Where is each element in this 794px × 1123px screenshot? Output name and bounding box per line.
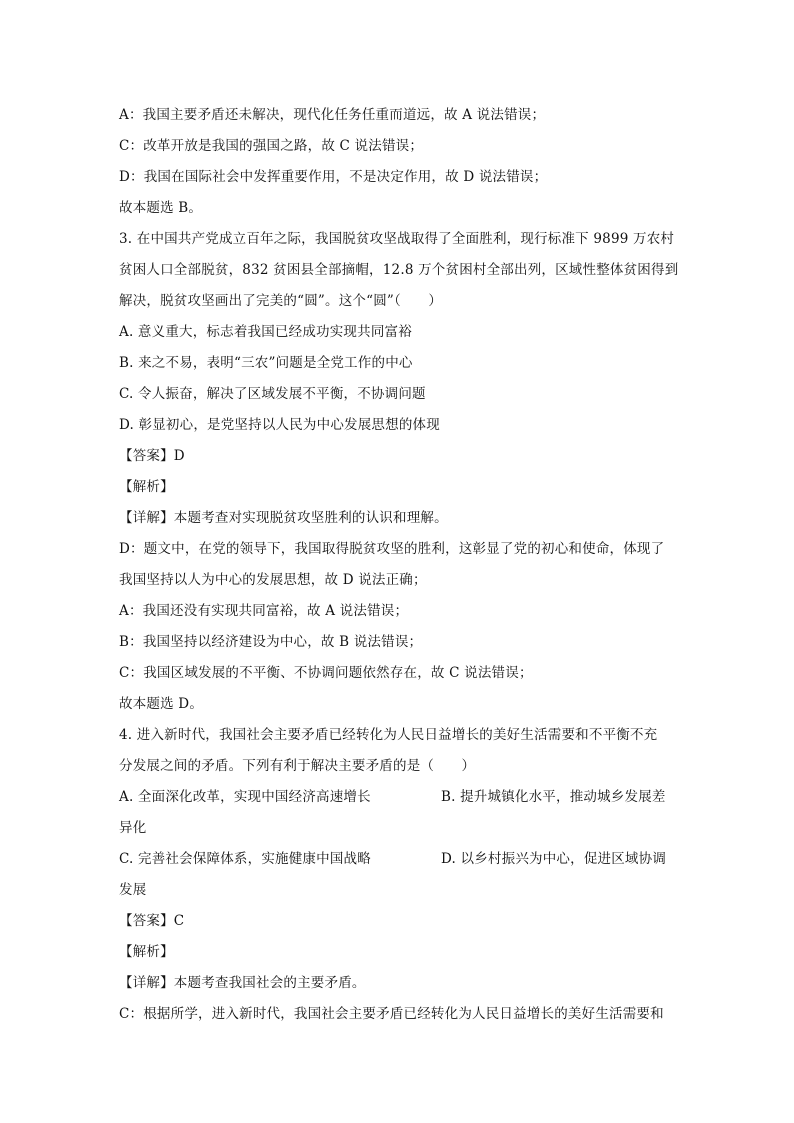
question-4-analysis-heading: 【解析】 <box>119 944 174 960</box>
question-3-analysis-heading: 【解析】 <box>119 479 174 495</box>
question-4-option-d-cont: 发展 <box>119 882 147 898</box>
question-3-option-d: D. 彰显初心，是党坚持以人民为中心发展思想的体现 <box>119 417 440 433</box>
question-3-explain-1: D：题文中，在党的领导下，我国取得脱贫攻坚的胜利，这彰显了党的初心和使命，体现了 <box>119 541 665 557</box>
question-3-explain-4: B：我国坚持以经济建设为中心，故 B 说法错误； <box>119 634 423 650</box>
question-4-options-cd <box>119 844 679 875</box>
question-4-option-d: D. 以乡村振兴为中心，促进区域协调 <box>441 851 667 867</box>
question-4-stem-2: 分发展之间的矛盾。下列有利于解决主要矛盾的是（ ） <box>119 758 476 774</box>
question-4-explain-1: C：根据所学，进入新时代，我国社会主要矛盾已经转化为人民日益增长的美好生活需要和 <box>119 1006 664 1022</box>
question-3-explain-3: A：我国还没有实现共同富裕，故 A 说法错误； <box>119 603 409 619</box>
question-3-stem-1: 3. 在中国共产党成立百年之际，我国脱贫攻坚战取得了全面胜利，现行标准下 9899 万农村 <box>119 231 675 247</box>
question-3-explain-2: 我国坚持以人为中心的发展思想，故 D 说法正确； <box>119 572 427 588</box>
question-4-detail-heading: 【详解】本题考查我国社会的主要矛盾。 <box>119 975 366 991</box>
question-3-explain-5: C：我国区域发展的不平衡、不协调问题依然存在，故 C 说法错误； <box>119 665 533 681</box>
question-4-answer: 【答案】C <box>119 913 185 929</box>
question-3-stem-2: 贫困人口全部脱贫，832 贫困县全部摘帽，12.8 万个贫困村全部出列，区域性整体贫困得到 <box>119 262 679 278</box>
question-3-option-b: B. 来之不易，表明“三农”问题是全党工作的中心 <box>119 355 413 371</box>
question-3-option-a: A. 意义重大，标志着我国已经成功实现共同富裕 <box>119 324 412 340</box>
analysis-line-d: D：我国在国际社会中发挥重要作用，不是决定作用，故 D 说法错误； <box>119 169 548 185</box>
analysis-line-c: C：改革开放是我国的强国之路，故 C 说法错误； <box>119 138 424 154</box>
question-3-stem-3: 解决，脱贫攻坚画出了完美的“圆”。这个“圆”（ ） <box>119 293 443 309</box>
question-3-conclusion: 故本题选 D。 <box>119 696 204 712</box>
question-3-detail-heading: 【详解】本题考查对实现脱贫攻坚胜利的认识和理解。 <box>119 510 448 526</box>
document-content <box>119 100 679 1030</box>
answer-conclusion: 故本题选 B。 <box>119 200 203 216</box>
question-4-option-c: C. 完善社会保障体系，实施健康中国战略 <box>119 851 371 867</box>
question-4-stem-1: 4. 进入新时代，我国社会主要矛盾已经转化为人民日益增长的美好生活需要和不平衡不充 <box>119 727 658 743</box>
question-4-option-b: B. 提升城镇化水平，推动城乡发展差 <box>441 789 666 805</box>
question-4-option-a: A. 全面深化改革，实现中国经济高速增长 <box>119 789 371 805</box>
question-3-option-c: C. 令人振奋，解决了区域发展不平衡，不协调问题 <box>119 386 426 402</box>
question-3-answer: 【答案】D <box>119 448 185 464</box>
question-4-options-ab <box>119 782 679 813</box>
analysis-line-a: A：我国主要矛盾还未解决，现代化任务任重而道远，故 A 说法错误； <box>119 107 546 123</box>
question-4-option-b-cont: 异化 <box>119 820 147 836</box>
